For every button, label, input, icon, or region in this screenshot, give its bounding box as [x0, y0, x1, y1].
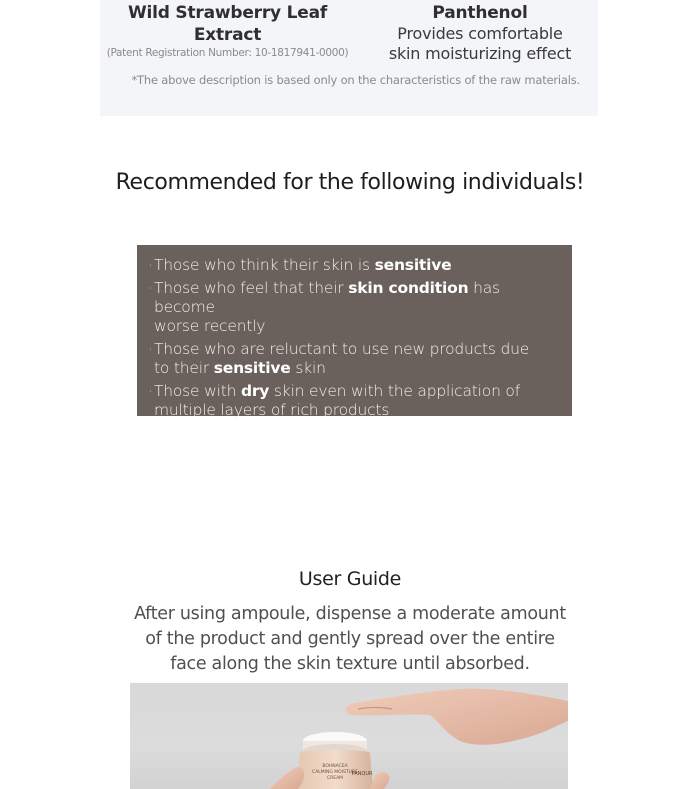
ingredient-panthenol [362, 2, 598, 64]
item-text: Those with [154, 382, 241, 400]
ingredient-description-line: Provides comfortable [397, 24, 563, 43]
jar-brand: PANQUR [351, 771, 373, 777]
raw-materials-footnote: *The above description is based only on the characteristics of the raw materials. [131, 73, 580, 87]
ingredients-panel [100, 0, 598, 116]
item-text: skin even with the application of [269, 382, 520, 400]
ingredient-patent-note: (Patent Registration Number: 10-1817941-0000) [106, 47, 349, 59]
bullet-dash: · [148, 279, 153, 297]
item-text: to their [154, 359, 214, 377]
item-emphasis: sensitive [374, 256, 452, 274]
product-photo [130, 683, 568, 789]
bullet-dash: · [148, 382, 153, 400]
jar-label: CREAM [326, 776, 344, 781]
user-guide-title: User Guide [298, 568, 402, 590]
user-guide-text [120, 602, 580, 677]
ingredient-description-line: skin moisturizing effect [388, 44, 572, 63]
bullet-dash: · [148, 256, 153, 274]
bullet-dash: · [148, 340, 153, 358]
recommend-item [148, 256, 562, 275]
item-text: has become [154, 279, 500, 316]
item-emphasis: sensitive [213, 359, 291, 377]
item-text: multiple layers of rich products [154, 401, 390, 419]
item-emphasis: skin condition [348, 279, 469, 297]
ingredient-name: Wild Strawberry Leaf Extract [127, 3, 328, 45]
recommend-item [148, 340, 562, 378]
item-text: skin [290, 359, 326, 377]
hand-with-cream-jar-illustration [130, 683, 568, 789]
item-text: worse recently [154, 317, 266, 335]
ingredient-wild-strawberry [100, 2, 355, 60]
upper-hand [346, 689, 568, 745]
item-text: Those who feel that their [154, 279, 349, 297]
recommend-item [148, 382, 562, 420]
jar-label: CALMING MOISTURE [312, 770, 358, 775]
jar-label: BOHNACEA [322, 764, 348, 769]
recommend-item [148, 279, 562, 336]
ingredient-name: Panthenol [432, 3, 528, 23]
recommend-box [137, 245, 572, 419]
recommend-title: Recommended for the following individuals! [115, 170, 585, 195]
guide-line: After using ampoule, dispense a moderate amount [134, 604, 566, 624]
guide-line: of the product and gently spread over the entire [145, 629, 555, 649]
lower-hand [270, 767, 304, 789]
item-text: Those who are reluctant to use new products due [154, 340, 530, 358]
item-emphasis: dry [240, 382, 270, 400]
item-text: Those who think their skin is [154, 256, 375, 274]
guide-line: face along the skin texture until absorbed. [170, 654, 530, 674]
